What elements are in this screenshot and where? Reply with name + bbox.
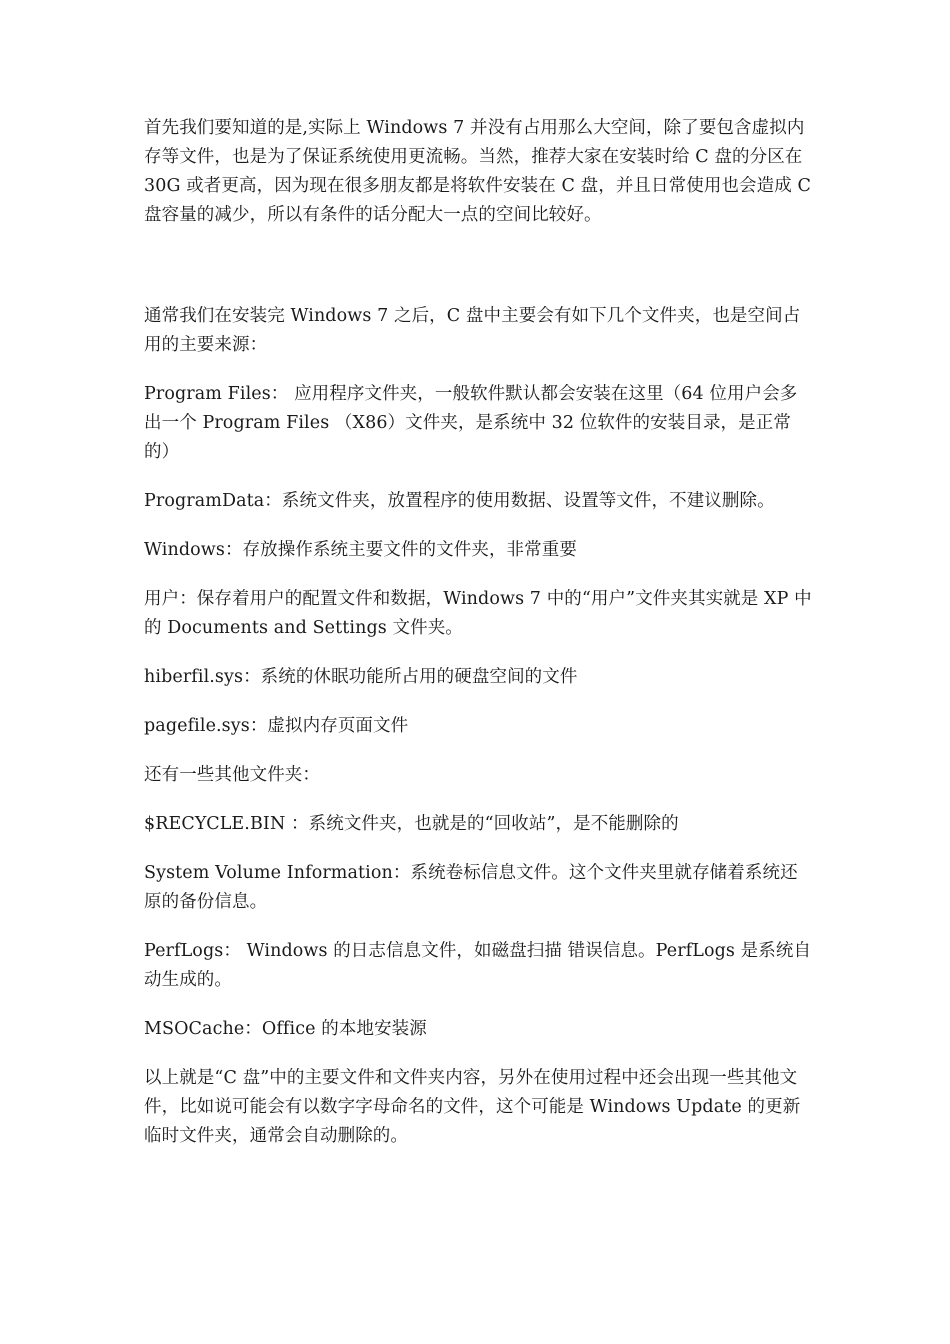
msocache-paragraph: MSOCache：Office 的本地安装源 xyxy=(144,1019,427,1039)
users-paragraph: 用户：保存着用户的配置文件和数据，Windows 7 中的“用户”文件夹其实就是 XP 中的 Documents and Settings 文件夹。 xyxy=(144,589,812,638)
program-data-paragraph: ProgramData：系统文件夹，放置程序的使用数据、设置等文件，不建议删除。 xyxy=(144,491,775,511)
document-body xyxy=(144,114,812,1151)
recycle-bin-paragraph: $RECYCLE.BIN ：系统文件夹，也就是的“回收站”，是不能删除的 xyxy=(144,814,679,834)
program-files-paragraph: Program Files： 应用程序文件夹，一般软件默认都会安装在这里（64 位用户会多出一个 Program Files （X86）文件夹，是系统中 32 位软件的安装目录，是正常的） xyxy=(144,384,798,462)
summary-paragraph: 以上就是“C 盘”中的主要文件和文件夹内容，另外在使用过程中还会出现一些其他文件，比如说可能会有以数字字母命名的文件，这个可能是 Windows Update 的更新临时文件夹，通常会自动删除的。 xyxy=(144,1068,801,1146)
system-volume-paragraph: System Volume Information：系统卷标信息文件。这个文件夹里就存储着系统还原的备份信息。 xyxy=(144,863,798,912)
windows-paragraph: Windows：存放操作系统主要文件的文件夹，非常重要 xyxy=(144,540,577,560)
others-intro-paragraph: 还有一些其他文件夹： xyxy=(144,765,320,785)
pagefile-paragraph: pagefile.sys：虚拟内存页面文件 xyxy=(144,716,409,736)
intro-paragraph: 首先我们要知道的是,实际上 Windows 7 并没有占用那么大空间，除了要包含虚拟内存等文件，也是为了保证系统使用更流畅。当然，推荐大家在安装时给 C 盘的分区在 30G 或者更高，因为现在很多朋友都是将软件安装在 C 盘，并且日常使用也会造成 C 盘容量的减少，所以有条件的话分配大一点的空间比较好。 xyxy=(144,118,811,225)
perflogs-paragraph: PerfLogs： Windows 的日志信息文件，如磁盘扫描 错误信息。PerfLogs 是系统自动生成的。 xyxy=(144,941,812,990)
folders-intro-paragraph: 通常我们在安装完 Windows 7 之后，C 盘中主要会有如下几个文件夹，也是空间占用的主要来源： xyxy=(144,306,801,355)
hiberfil-paragraph: hiberfil.sys：系统的休眠功能所占用的硬盘空间的文件 xyxy=(144,667,578,687)
section-spacer xyxy=(144,230,812,302)
